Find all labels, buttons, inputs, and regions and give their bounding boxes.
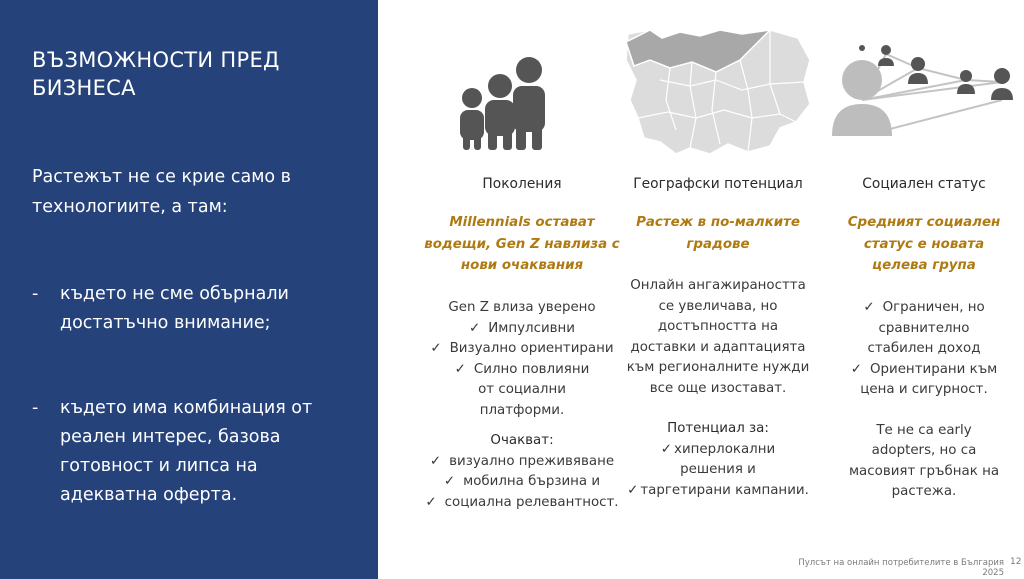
check-item: ✓ Импулсивни bbox=[424, 319, 620, 340]
column-intro: Gen Z влиза уверено bbox=[448, 300, 596, 315]
column-generations bbox=[424, 0, 620, 579]
footer-text: Пулсът на онлайн потребителите в България 2025 bbox=[798, 558, 1004, 578]
column-text: Онлайн ангажираността се увеличава, но достъпността на доставки и адаптацията към регионалните нужди все още изостават. bbox=[626, 278, 810, 396]
bullet-text: където не сме обърнали достатъчно внимание; bbox=[60, 284, 289, 333]
check-icon: ✓ bbox=[425, 494, 437, 510]
check-icon: ✓ bbox=[627, 482, 639, 498]
check-item: ✓ Ограничен, но сравнително стабилен доход bbox=[863, 300, 985, 356]
check-icon: ✓ bbox=[443, 474, 456, 489]
slide-title: ВЪЗМОЖНОСТИ ПРЕД БИЗНЕСА bbox=[32, 48, 280, 100]
column-geography bbox=[620, 0, 816, 579]
check-icon: ✓ bbox=[454, 361, 466, 377]
column-social-status bbox=[826, 0, 1022, 579]
column-outro: Те не са early adopters, но са масовият гръбнак на растежа. bbox=[848, 422, 1000, 499]
column-body bbox=[826, 298, 1022, 503]
intro-text: Растежът не се крие само в технологиите, а там: bbox=[32, 167, 291, 217]
check-icon: ✓ bbox=[429, 453, 442, 469]
check-item: ✓ мобилна бързина и bbox=[424, 472, 620, 493]
column-body bbox=[620, 276, 816, 501]
check-item: ✓ Визуално ориентирани bbox=[424, 339, 620, 360]
check-icon: ✓ bbox=[850, 361, 862, 377]
check-item: ✓ таргетирани кампании. bbox=[626, 481, 810, 502]
bulgaria-map-icon bbox=[620, 20, 816, 160]
column-body bbox=[424, 298, 620, 513]
check-item: ✓ социална релевантност. bbox=[424, 493, 620, 514]
bullet-text: където има комбинация от реален интерес, базова готовност и липса на адекватна оферта. bbox=[60, 398, 313, 505]
people-group-icon bbox=[424, 20, 620, 160]
column-highlight: Средният социален статус е новата целева група bbox=[847, 215, 1001, 273]
social-network-icon bbox=[826, 20, 1022, 160]
column-heading: Социален статус bbox=[862, 176, 986, 192]
check-icon: ✓ bbox=[863, 300, 875, 315]
column-heading: Поколения bbox=[482, 176, 562, 192]
check-item: ✓ Силно повлияни от социални платформи. bbox=[454, 361, 590, 418]
check-icon: ✓ bbox=[430, 341, 442, 356]
column-heading: Географски потенциал bbox=[633, 176, 803, 192]
check-item: ✓ Ориентирани към цена и сигурност. bbox=[850, 361, 998, 397]
column-highlight: Растеж в по-малките градове bbox=[636, 215, 800, 252]
column-highlight: Millennials остават водещи, Gen Z навлиза с нови очаквания bbox=[424, 215, 620, 273]
check-icon: ✓ bbox=[660, 441, 673, 457]
left-panel bbox=[0, 0, 378, 579]
check-item: ✓ визуално преживяване bbox=[424, 452, 620, 473]
bullet-dash: - bbox=[32, 398, 39, 418]
bullet-item bbox=[32, 394, 352, 510]
check-icon: ✓ bbox=[468, 320, 481, 336]
check-item: ✓ хиперлокални решения и bbox=[660, 441, 776, 477]
column-subheading: Потенциал за: bbox=[667, 421, 769, 436]
bullet-item bbox=[32, 280, 352, 338]
page-number: 12 bbox=[1010, 557, 1022, 567]
bullet-dash: - bbox=[32, 284, 39, 304]
column-subheading: Очакват: bbox=[490, 433, 554, 448]
